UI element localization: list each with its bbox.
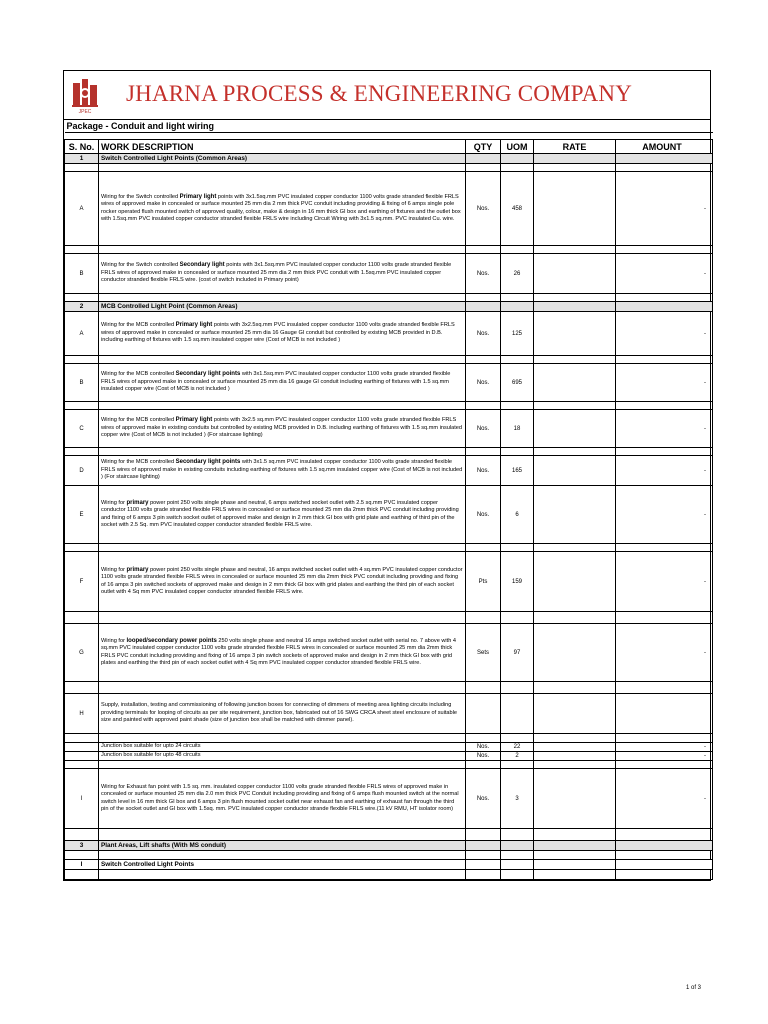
item-qty: Nos. (466, 172, 501, 246)
item-uom (501, 694, 534, 734)
item-uom: 125 (501, 312, 534, 356)
table-row (65, 624, 713, 682)
item-qty: Nos. (466, 410, 501, 448)
item-rate (534, 624, 616, 682)
item-description: Wiring for primary power point 250 volts single phase and neutral, 16 amps switched socket outlet with 4 sq.mm PVC insulated copper conductor 1100 volts grade stranded flexible FRLS wires in concealed or surface mounted 25 mm dia 2mm thick PVC conduit including providing and fixing of 16 amps 3 pin switched sockets of approved make and design in 2 mm thick GI box with grid plates and earthing the third pin of each socket outlet with 4 Sq mm PVC insulated copper conductor stranded flexible FRLS wire. (99, 552, 466, 612)
item-uom: 26 (501, 254, 534, 294)
item-amount: - (616, 624, 713, 682)
item-qty: Nos. (466, 769, 501, 829)
item-description: Wiring for the MCB controlled Secondary light points with 3x1.5 sq.mm PVC insulated copper conductor 1100 volts grade stranded flexible FRLS wires of approved make in existing conduits including earthing of fixtures with 1.5 sq.mm insulated copper wire (Cost of MCB is not included ) (For staircase lighting) (99, 456, 466, 486)
item-sno: D (65, 456, 99, 486)
item-rate (534, 312, 616, 356)
item-rate (534, 364, 616, 402)
item-description: Junction box suitable for upto 24 circuits (99, 743, 466, 752)
page-number: 1 of 3 (686, 985, 702, 991)
item-qty: Nos. (466, 752, 501, 761)
col-desc: WORK DESCRIPTION (99, 140, 466, 154)
table-row (65, 486, 713, 544)
item-sno: E (65, 486, 99, 544)
table-row (65, 743, 713, 752)
item-uom: 2 (501, 752, 534, 761)
item-rate (534, 486, 616, 544)
item-sno: H (65, 694, 99, 734)
item-sno: B (65, 364, 99, 402)
bill-of-quantities-sheet (63, 70, 711, 881)
section-sno: 3 (65, 841, 99, 851)
table-row (65, 456, 713, 486)
package-title: Package - Conduit and light wiring (65, 120, 713, 133)
table-row (65, 552, 713, 612)
item-qty: Nos. (466, 743, 501, 752)
logo-text: JPEC (78, 109, 92, 115)
item-amount: - (616, 752, 713, 761)
col-sno: S. No. (65, 140, 99, 154)
item-description: Wiring for Exhaust fan point with 1.5 sq. mm. insulated copper conductor 1100 volts grade stranded flexible FRLS wires of approved make in concealed or surface mounted 25 mm dia 2.0 mm thick PVC Conduit including providing and fixing of 6 amps flush mounted switch at the normal switch level in 16 mm thick GI box and 6 amps 3 pin flush mounted socket outlet near exhaust fan and earthing of exhaust fan through the third pin of the socket outlet and GI box with 1.5sq. mm. PVC insulated copper conductor strande flexible FRLS wire.(11 kV RMU, HT isolator room) (99, 769, 466, 829)
item-qty: Sets (466, 624, 501, 682)
item-rate (534, 552, 616, 612)
company-header (64, 71, 710, 120)
item-sno (65, 743, 99, 752)
section-title: MCB Controlled Light Point (Common Areas) (99, 302, 466, 312)
item-amount: - (616, 410, 713, 448)
section-title: Switch Controlled Light Points (99, 860, 466, 870)
company-logo (70, 75, 100, 115)
item-amount: - (616, 743, 713, 752)
section-row (65, 860, 713, 870)
item-sno: F (65, 552, 99, 612)
boq-table (64, 120, 713, 880)
item-qty: Nos. (466, 254, 501, 294)
col-uom: UOM (501, 140, 534, 154)
item-amount: - (616, 172, 713, 246)
item-uom: 695 (501, 364, 534, 402)
company-name: JHARNA PROCESS & ENGINEERING COMPANY (126, 81, 633, 106)
col-rate: RATE (534, 140, 616, 154)
col-amount: AMOUNT (616, 140, 713, 154)
item-uom: 3 (501, 769, 534, 829)
item-uom: 22 (501, 743, 534, 752)
section-title: Switch Controlled Light Points (Common Areas) (99, 154, 466, 164)
item-qty: Pts (466, 552, 501, 612)
item-description: Wiring for the MCB controlled Primary light points with 3x2.5 sq.mm PVC insulated copper conductor 1100 volts grade stranded flexible FRLS wires of approved make in existing conduits but controlled by existing MCB provided in D.B. including earthing of fixtures with 1.5 sq.mm insulated copper wire (Cost of MCB is not included ) (For staircase lighting) (99, 410, 466, 448)
item-sno (65, 752, 99, 761)
item-sno: A (65, 312, 99, 356)
table-row (65, 410, 713, 448)
item-uom: 97 (501, 624, 534, 682)
item-amount: - (616, 769, 713, 829)
item-sno: G (65, 624, 99, 682)
item-qty: Nos. (466, 486, 501, 544)
table-row (65, 172, 713, 246)
item-rate (534, 694, 616, 734)
item-qty (466, 694, 501, 734)
item-qty: Nos. (466, 312, 501, 356)
item-amount: - (616, 312, 713, 356)
table-row (65, 694, 713, 734)
item-rate (534, 456, 616, 486)
table-row (65, 364, 713, 402)
item-rate (534, 172, 616, 246)
item-uom: 6 (501, 486, 534, 544)
item-sno: I (65, 769, 99, 829)
section-row (65, 154, 713, 164)
item-amount: - (616, 254, 713, 294)
item-sno: A (65, 172, 99, 246)
table-row (65, 312, 713, 356)
col-qty: QTY (466, 140, 501, 154)
item-rate (534, 410, 616, 448)
spacer (65, 133, 713, 140)
item-qty: Nos. (466, 456, 501, 486)
item-uom: 458 (501, 172, 534, 246)
table-row (65, 254, 713, 294)
item-description: Wiring for the MCB controlled Primary light points with 3x2.5sq.mm PVC insulated copper conductor 1100 volts grade stranded flexible FRLS wires of approved make in concealed or surface mounted 25 mm dia 16 Gauge GI conduit but controlled by existing MCB provided in D.B. including earthing of fixtures with 1.5 sq.mm insulated copper wire (Cost of MCB is not included ) (99, 312, 466, 356)
item-description: Junction box suitable for upto 48 circuits (99, 752, 466, 761)
item-description: Wiring for the MCB controlled Secondary light points with 3x1.5sq.mm PVC insulated copper conductor 1100 volts grade stranded flexible FRLS wires of approved make in concealed or surface mounted 25 mm dia 16 gauge GI conduit including earthing of fixtures with 1.5 sq.mm insulated copper wire (Cost of MCB is not included ) (99, 364, 466, 402)
item-rate (534, 743, 616, 752)
section-row (65, 302, 713, 312)
item-sno: C (65, 410, 99, 448)
section-sno: I (65, 860, 99, 870)
item-rate (534, 254, 616, 294)
item-amount: - (616, 456, 713, 486)
item-rate (534, 752, 616, 761)
item-sno: B (65, 254, 99, 294)
package-row (65, 120, 713, 133)
item-description: Wiring for looped/secondary power points 250 volts single phase and neutral 16 amps switched socket outlet with serial no. 7 above with 4 sq.mm PVC insulated copper conductor 1100 volts grade stranded flexible FRLS wires in concealed or surface mounted 25 mm dia 2mm thick FRLS PVC conduit including providing and fixing of 16 amps 3 pin switch sockets of approved make and design in 2 mm thick GI box with grid plates and earthing the third pin of each socket outlet with 4 Sq mm PVC insulated copper conductor stranded flexible FRLS wire. (99, 624, 466, 682)
item-description: Supply, installation, testing and commissioning of following junction boxes for connecting of dimmers of meeting area lighting circuits including providing terminals for looping of circuits as per site requirement, junction box, fabricated out of 16 SWG CRCA sheet steel enclosure of suitable size and painted with approved paint shade (size of junction box shall be matched with dimmer panel). (99, 694, 466, 734)
table-row (65, 752, 713, 761)
item-amount: - (616, 364, 713, 402)
item-description: Wiring for the Switch controlled Secondary light points with 3x1.5sq.mm PVC insulated copper conductor 1100 volts grade stranded flexible FRLS wires of approved make in concealed or surface mounted 25 mm dia 2 mm thick PVC conduit with 1.5sq.mm PVC insulated copper conductor stranded flexible FRLS wire. (cost of switch included in Primary point) (99, 254, 466, 294)
item-uom: 165 (501, 456, 534, 486)
item-qty: Nos. (466, 364, 501, 402)
item-description: Wiring for primary power point 250 volts single phase and neutral, 6 amps switched socket outlet with 2.5 sq.mm PVC insulated copper conductor 1100 volts grade stranded flexible FRLS wires in concealed or surface mounted 25 mm dia 2mm thick PVC conduit including providing and fixing of 6 amps 3 pin switch socket outlet of approved make and design in 2 mm thick GI box with grid plate and earthing of third pin of the socket with 2.5 Sq. mm PVC insulated copper conductor stranded flexible FRLS wire. (99, 486, 466, 544)
section-sno: 1 (65, 154, 99, 164)
section-sno: 2 (65, 302, 99, 312)
item-description: Wiring for the Switch controlled Primary light points with 3x1.5sq.mm PVC insulated copper conductor 1100 volts grade stranded flexible FRLS wires of approved make in concealed or surface mounted 25 mm dia 2 mm thick PVC conduit including providing & fixing of 6 amps single pole rocker operated flush mounted switch of approved quality, colour, make & design in 16 mm thick GI box and earthing of fixtures and the outlet box with 1.5sq.mm PVC insulated copper conductor stranded flexible FRLS wire including Circuit Wiring with 3x1.5 sq.mm. PVC insulated Cu. wire. (99, 172, 466, 246)
item-amount: - (616, 486, 713, 544)
column-header-row (65, 140, 713, 154)
item-uom: 159 (501, 552, 534, 612)
section-row (65, 841, 713, 851)
item-rate (534, 769, 616, 829)
item-amount: - (616, 552, 713, 612)
section-title: Plant Areas, Lift shafts (With MS conduit) (99, 841, 466, 851)
table-row (65, 769, 713, 829)
item-amount (616, 694, 713, 734)
item-uom: 18 (501, 410, 534, 448)
